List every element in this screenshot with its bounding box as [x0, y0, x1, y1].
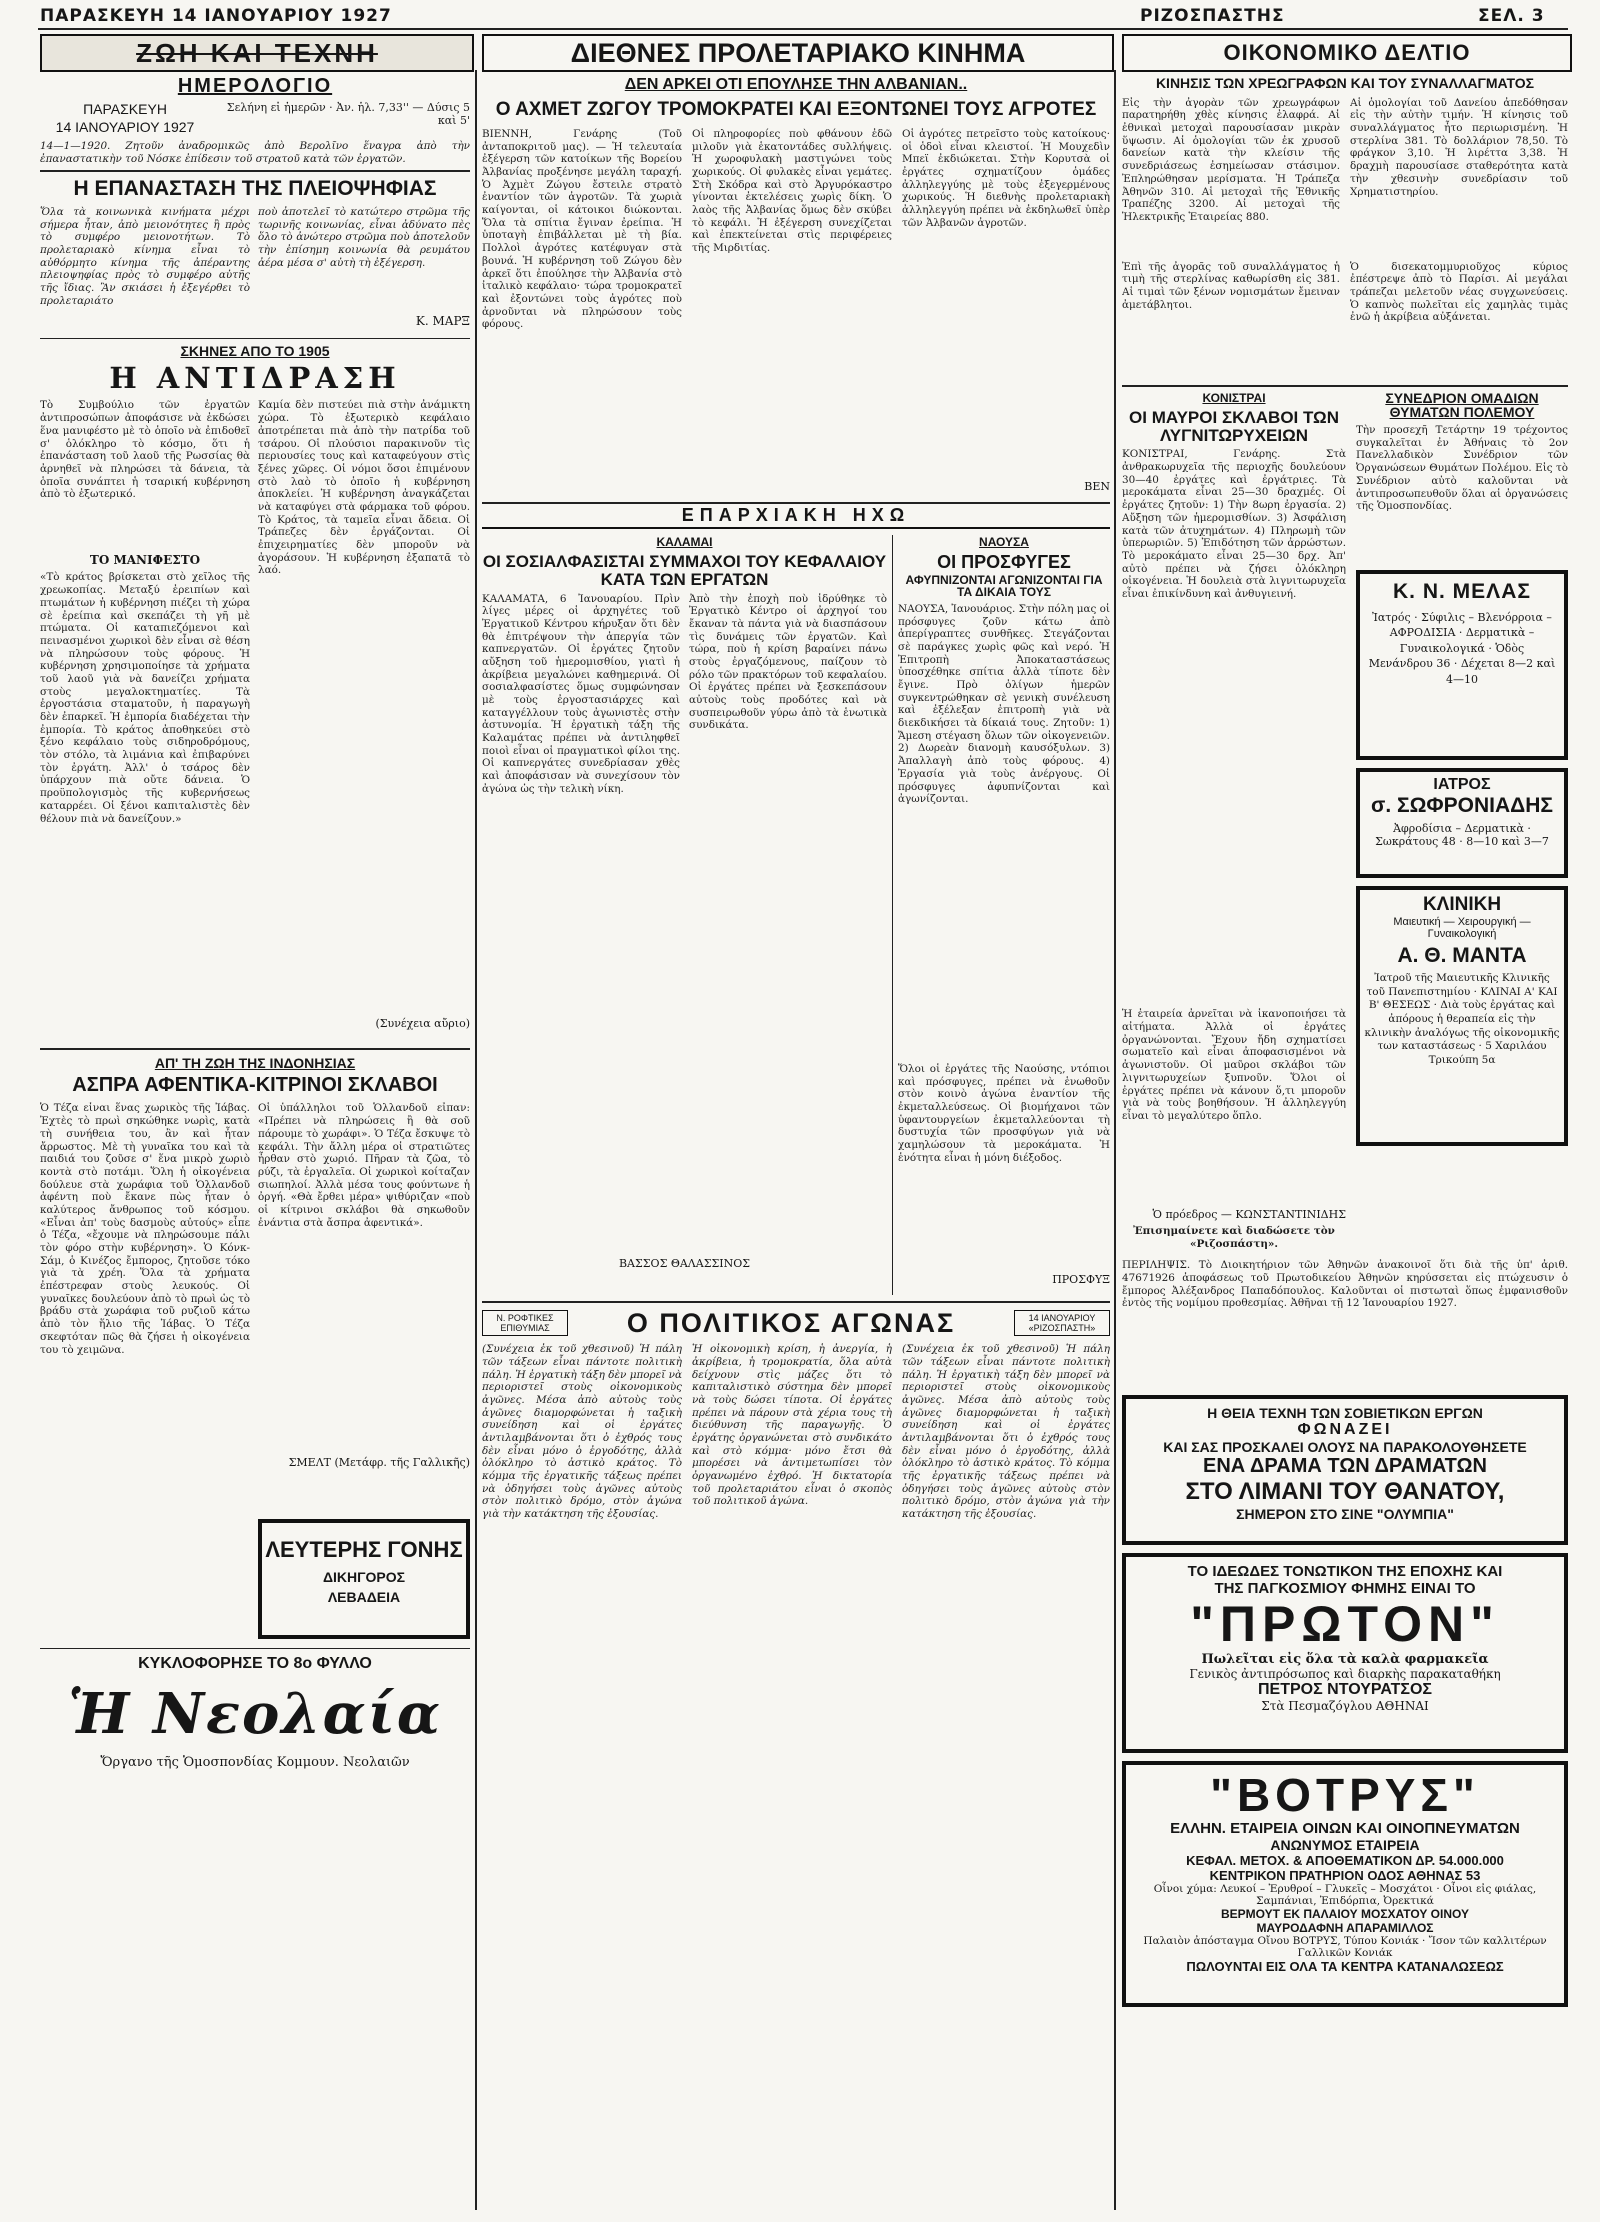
column-rule-1	[475, 70, 477, 2210]
albania-text-1: ΒΙΕΝΝΗ, Γενάρης (Τοῦ ἀνταποκριτοῦ μας). — Ἡ τελευταία ἐξέγερση τῶν κατοίκων τῆς Βορείου Ἀλβανίας προξένησε μεγάλη ταραχή. Ὁ Ἀχμὲτ Ζώγου ἔστειλε στρατὸ ἐναντίον τῶν ἀγροτῶν. Τὰ χωριὰ καίγονται, οἱ κάτοικοι διώκονται. Ὅλα τὰ σπίτια ἔγιναν ἐρείπια. Ἡ ὑποταγὴ ἐπιβάλλεται μὲ τὴ βία. Πολλοὶ ἀγρότες κατέφυγαν στὰ βουνά. Ἡ κυβέρνηση τοῦ Ζώγου δὲν ἀρκεῖ ὅτι ἐπούλησε τὴν Ἀλβανία στὸ ἰταλικὸ κεφάλαιο· τώρα τρομοκρατεῖ καὶ ἐξοντώνει τοὺς ἀγρότες ποὺ ἀρνοῦνται νὰ πληρώσουν τοὺς φόρους.	[482, 127, 682, 331]
column-life-art	[40, 76, 470, 1770]
section-banner-international: ΔΙΕΘΝΕΣ ΠΡΟΛΕΤΑΡΙΑΚΟ ΚΙΝΗΜΑ	[482, 34, 1114, 72]
doctor-melas-name: Κ. Ν. ΜΕΛΑΣ	[1393, 580, 1531, 604]
almanac-day: ΠΑΡΑΣΚΕΥΗ	[83, 101, 167, 117]
kalamai-text-2: Ἀπὸ τὴν ἐποχὴ ποὺ ἱδρύθηκε τὸ Ἐργατικὸ Κέντρο οἱ ἀρχηγοί του ἔκαναν τὰ πάντα γιὰ νὰ διασπάσουν τὶς δυνάμεις τῶν ἐργατῶν. Καὶ τώρα, ποὺ ἡ κρίση βαραίνει πάνω στοὺς ἐργαζόμενους, παίζουν τὸ ρόλο τῶν πρακτόρων τοῦ κεφαλαίου. Οἱ ἐργάτες πρέπει νὰ ξεσκεπάσουν αὐτοὺς τοὺς προδότες καὶ νὰ συσπειρωθοῦν γύρω ἀπὸ τὰ ἑνωτικὰ συνδικάτα.	[689, 592, 887, 732]
doctor-sofroniadis-title: ΙΑΤΡΟΣ	[1433, 776, 1491, 794]
indonesia-text-2: Οἱ ὑπάλληλοι τοῦ Ὁλλανδοῦ εἶπαν: «Πρέπει νὰ πληρώσεις ἢ θὰ σοῦ πάρουμε τὸ χωράφι». Ὁ Τέζα ἔσκυψε τὸ κεφάλι. Τὴν ἄλλη μέρα οἱ στρατιῶτες ἦρθαν στὸ χωριό. Πῆραν τὰ ζῶα, τὸ ρύζι, τὰ ἐργαλεῖα. Οἱ χωρικοὶ κοίταζαν σιωπηλοί. Ἀλλὰ μέσα τους φούντωνε ἡ ὀργή. «Θὰ ἔρθει μέρα» ψιθύριζαν «ποὺ οἱ κίτρινοι σκλάβοι θὰ σηκωθοῦν ἐνάντια στὰ ἄσπρα ἀφεντικά».	[258, 1102, 470, 1229]
headline-white-masters: ΑΣΠΡΑ ΑΦΕΝΤΙΚΑ-ΚΙΤΡΙΝΟΙ ΣΚΛΑΒΟΙ	[72, 1074, 438, 1097]
doctor-sofroniadis-name: σ. ΣΩΦΡΟΝΙΑΔΗΣ	[1370, 794, 1554, 818]
ad-lawyer-title: ΔΙΚΗΓΟΡΟΣ	[322, 1569, 406, 1586]
distribute-note: Ἐπισημαίνετε καὶ διαδώσετε τὸν «Ριζοσπάστη».	[1133, 1225, 1335, 1251]
kalamai-text-1: ΚΑΛΑΜΑΤΑ, 6 Ἰανουαρίου. Πρὶν λίγες μέρες οἱ ἀρχηγέτες τοῦ Ἐργατικοῦ Κέντρου κήρυξαν ὅτι δὲν θὰ ἐπιτρέψουν τὴν ἀπεργία τῶν καπνεργατῶν. Οἱ ἐργάτες ζητοῦν αὔξηση τοῦ ἡμερομισθίου, γιατὶ ἡ ἀκρίβεια μεγαλώνει καθημερινά. Οἱ σοσιαλφασίστες ὅμως συμφώνησαν μὲ τοὺς ἐργοστασιάρχες καὶ καταγγέλλουν τοὺς ἀγωνιστὲς στὴν ἀστυνομία. Ἡ ἐργατικὴ τάξη τῆς Καλαμάτας πρέπει νὰ ἀντιληφθεῖ ποιοὶ εἶναι οἱ πραγματικοὶ φίλοι της. Οἱ καπνεργάτες συνεδρίασαν χθὲς καὶ ἀποφάσισαν νὰ συνεχίσουν τὸν ἀγώνα ὡς τὴν τελικὴ νίκη.	[482, 592, 680, 795]
film-title: ΣΤΟ ΛΙΜΑΝΙ ΤΟΥ ΘΑΝΑΤΟΥ,	[1185, 1478, 1505, 1506]
column-economic	[1122, 76, 1568, 2007]
column-international	[482, 76, 1110, 1773]
naousa-text-1: ΝΑΟΥΣΑ, Ἰανουάριος. Στὴν πόλη μας οἱ πρόσφυγες ζοῦν κάτω ἀπὸ ἀπερίγραπτες συνθῆκες. Στεγάζονται σὲ παράγκες χωρὶς φῶς καὶ νερό. Ἡ Ἐπιτροπὴ Ἀποκαταστάσεως ὑποσχέθηκε σπίτια ἀλλὰ τίποτε δὲν ἔγινε. Πρὸ ὀλίγων ἡμερῶν συγκεντρώθηκαν σὲ γενικὴ συνέλευση καὶ ἐξέλεξαν ἐπιτροπὴ γιὰ νὰ διεκδικήσει τὰ δίκαιά τους. Ζητοῦν: 1) Ἄμεση στέγαση ὅλων τῶν οἰκογενειῶν. 2) Δωρεὰν διανομὴ καυσόξυλων. 3) Ἀπαλλαγὴ ἀπὸ τοὺς φόρους. 4) Ἐργασία γιὰ τοὺς ἀνέργους. Οἱ πρόσφυγες ἀφυπνίζονται καὶ ἀγωνίζονται.	[898, 602, 1110, 806]
film-line-3: ΚΑΙ ΣΑΣ ΠΡΟΣΚΑΛΕΙ ΟΛΟΥΣ ΝΑ ΠΑΡΑΚΟΛΟΥΘΗΣΕΤΕ	[1163, 1439, 1527, 1456]
almanac-event: 14—1—1920. Ζητοῦν ἀναδρομικῶς ἀπὸ Βερολῖνο ἕναγρα ἀπὸ τὴν ἐπαναστατικὴν τοῦ Νόσκε ἐπίδεσιν τοῦ στρατοῦ κατὰ τῶν ἐργατῶν.	[40, 140, 470, 165]
reaction-continued-note: (Συνέχεια αὔριο)	[375, 1017, 470, 1031]
almanac-sun-times: Σελήνη εἰ ἡμερῶν · Ἀν. ἡλ. 7,33'' — Δύσις 5 καὶ 5'	[226, 101, 470, 128]
wine-line-8: Παλαιὸν ἀπόσταγμα Οἴνου ΒΟΤΡΥΣ, Τύπου Κονιάκ · Ἴσον τῶν καλλιτέρων Γαλλικῶν Κονιάκ	[1143, 1934, 1547, 1959]
tonic-line-1: ΤΟ ΙΔΕΩΔΕΣ ΤΟΝΩΤΙΚΟΝ ΤΗΣ ΕΠΟΧΗΣ ΚΑΙ	[1187, 1563, 1503, 1581]
konistrai-text-1: ΚΟΝΙΣΤΡΑΙ, Γενάρης. Στὰ ἀνθρακωρυχεῖα τῆς περιοχῆς δουλεύουν 30—40 ἐργάτες καὶ ἐργάτριες. Τὰ μεροκάματα εἶναι 25—30 δραχμές. Οἱ ἐργάτες ζητοῦν: 1) Τὴν 8ωρη ἐργασία. 2) Αὔξηση τῶν ἡμερομισθίων. 3) Ἀσφάλιση κατὰ τῶν ἀτυχημάτων. 4) Πληρωμὴ τῶν ὑπερωριῶν. 5) Ἐπιδότηση τῶν ἀρρώστων. Τὸ μεροκάματο εἶναι 25—30 δρχ. Ἀπ' αὐτὸ πρέπει νὰ ζήσει ὁλόκληρη οἰκογένεια. Ἡ δουλειὰ στὰ λιγνιτωρυχεῖα εἶναι ἐπικίνδυνη καὶ ἀνθυγιεινή.	[1122, 448, 1346, 600]
header-page-number: ΣΕΛ. 3	[1478, 6, 1545, 26]
section-banner-economic: ΟΙΚΟΝΟΜΙΚΟ ΔΕΛΤΙΟ	[1122, 34, 1572, 72]
ad-lawyer-city: ΛΕΒΑΔΕΙΑ	[327, 1589, 401, 1606]
clinic-doctor-name: Α. Θ. ΜΑΝΤΑ	[1397, 944, 1527, 968]
albania-kicker: ΔΕΝ ΑΡΚΕΙ ΟΤΙ ΕΠΟΥΛΗΣΕ ΤΗΝ ΑΛΒΑΝΙΑΝ..	[624, 76, 968, 93]
header-rule	[38, 28, 1568, 30]
tonic-line-4: Γενικὸς ἀντιπρόσωπος καὶ διαρκὴς παρακαταθήκη	[1189, 1667, 1501, 1682]
wine-line-2: ΑΝΩΝΥΜΟΣ ΕΤΑΙΡΕΙΑ	[1270, 1836, 1420, 1853]
tonic-line-2: ΤΗΣ ΠΑΓΚΟΣΜΙΟΥ ΦΗΜΗΣ ΕΙΝΑΙ ΤΟ	[1214, 1580, 1476, 1598]
indonesia-text-1: Ὁ Τέζα εἶναι ἕνας χωρικὸς τῆς Ἰάβας. Ἐχτὲς τὸ πρωὶ σηκώθηκε νωρὶς, κατὰ τὴ συνήθεια του, ἂν καὶ ἦταν ἄρρωστος. Μὲ τὴ γυναῖκα του καὶ τὰ παιδιά του ζοῦσε σ' ἕνα μικρὸ χωριὸ κοντὰ στὸ ποτάμι. Ὅλη ἡ οἰκογένεια δούλευε στὰ χωράφια τοῦ Ὁλλανδοῦ ἀφέντη ποὺ ἔκανε πὼς ἦταν ὁ καλύτερος ἄνθρωπος τοῦ κόσμου. «Εἶναι ἀπ' τοὺς δασμοὺς αὐτούς» εἶπε ὁ Τέζα, «ἔχουμε νὰ πληρώσουμε πάλι τὸν φόρο στὴν κυβέρνηση». Ὁ Κόνκ-Σάμ, ὁ Κινέζος ἔμπορος, ζητοῦσε τόκο γιὰ τὰ χρέη. Ὅλα τὰ χρήματα ἐπέστρεφαν στοὺς λευκούς. Οἱ γυναῖκες δουλεύουν ἀπὸ τὸ πρωὶ ὡς τὸ βράδυ στὰ χωράφια τοῦ ρυζιοῦ κάτω ἀπὸ τὸν ἥλιο τῆς Ἰάβας. Ὁ Τέζα σκεφτόταν πῶς θὰ ζήσει ἡ οἰκογένεια του τὸ χειμῶνα.	[40, 1102, 250, 1356]
almanac-date: 14 ΙΑΝΟΥΑΡΙΟΥ 1927	[55, 118, 195, 135]
film-cinema: ΣΗΜΕΡΟΝ ΣΤΟ ΣΙΝΕ "ΟΛΥΜΠΙΑ"	[1236, 1506, 1454, 1523]
headline-black-slaves: ΟΙ ΜΑΥΡΟΙ ΣΚΛΑΒΟΙ ΤΩΝ ΛΥΓΝΙΤΩΡΥΧΕΙΩΝ	[1129, 407, 1339, 445]
clinic-details: Ἰατροῦ τῆς Μαιευτικῆς Κλινικῆς τοῦ Πανεπιστημίου · ΚΛΙΝΑΙ Α' ΚΑΙ Β' ΘΕΣΕΩΣ · Διὰ τοὺς ἐργάτας καὶ ἀπόρους ἡ θεραπεία εἰς τὴν κλινικὴν ἀναλόγως τῆς οἰκονομικῆς των καταστάσεως · 5 Χαριλάου Τρικούπη 5α	[1364, 972, 1560, 1066]
political-struggle-text-2: Ἡ οἰκονομικὴ κρίση, ἡ ἀνεργία, ἡ ἀκρίβεια, ἡ τρομοκρατία, ὅλα αὐτὰ δείχνουν στὶς μάζες ὅτι τὸ καπιταλιστικὸ σύστημα δὲν μπορεῖ νὰ τοὺς δώσει τίποτα. Οἱ ἐργάτες πρέπει νὰ πάρουν στὰ χέρια τους τὴ διεύθυνση τῆς παραγωγῆς. Ὁ ἐργάτης ὀργανώνεται στὸ συνδικάτο καὶ στὸ κόμμα· μόνο ἔτσι θὰ μπορέσει νὰ ἀντιμετωπίσει τὸν ὀργανωμένο ἐχθρό. Ἡ δικτατορία τοῦ προλεταριάτου εἶναι ὁ σκοπὸς τοῦ πολιτικοῦ ἀγώνα.	[692, 1343, 892, 1508]
kalamai-signature: ΒΑΣΣΟΣ ΘΑΛΑΣΣΙΝΟΣ	[618, 1256, 751, 1270]
naousa-signature: ΠΡΟΣΦΥΞ	[1052, 1272, 1110, 1286]
rubric-scenes-1905: ΣΚΗΝΕΣ ΑΠΟ ΤΟ 1905	[180, 343, 330, 360]
column-rule-2	[1114, 70, 1116, 2210]
war-victims-text: Τὴν προσεχῆ Τετάρτην 19 τρέχοντος συγκαλεῖται ἐν Ἀθήναις τὸ 2ον Πανελλαδικὸν Συνέδριον τῶν Ὀργανώσεων Θυμάτων Πολέμου. Εἰς τὸ Συνέδριον αὐτὸ καλοῦνται νὰ ἀντιπροσωπευθοῦν ὅλαι αἱ ὀργανώσεις τῆς Ὁμοσπονδίας.	[1356, 424, 1568, 513]
doctor-melas-details: Ἰατρός · Σύφιλις – Βλενόρροια – ΑΦΡΟΔΙΣΙΑ · Δερματικὰ – Γυναικολογικά · Ὁδὸς Μενάνδρου 36 · Δέχεται 8—2 καὶ 4—10	[1368, 611, 1556, 686]
film-line-2: ΦΩΝΑΖΕΙ	[1297, 1421, 1393, 1439]
rubric-box-left: Ν. ΡΟΦΤΙΚΕΣ ΕΠΙΘΥΜΙΑΣ	[482, 1310, 568, 1336]
header-paper-name: ΡΙΖΟΣΠΑΣΤΗΣ	[1140, 6, 1285, 26]
albania-text-3: Οἱ ἀγρότες πετρεῖστο τοὺς κατοίκους· οἱ ὁδοὶ εἶναι κλειστοί. Ἡ Μουχεδὶν Μπεϊ ἐκδιώκεται. Στὴν Κορυτσὰ οἱ ἐργάτες σχηματίζουν ὁμάδες ἀλληλεγγύης μὲ τοὺς ἐξεγερμένους χωρικούς. Ἡ διεθνὴς προλεταριακὴ ἀλληλεγγύη πρέπει νὰ ἐκδηλωθεῖ ὑπὲρ τῶν Ἀλβανῶν ἀγροτῶν.	[902, 127, 1110, 229]
neolaia-tagline: Ὄργανο τῆς Ὁμοσπονδίας Κομμουν. Νεολαιῶν	[100, 1755, 410, 1771]
headline-refugees: ΟΙ ΠΡΟΣΦΥΓΕΣ	[937, 551, 1071, 572]
dateline-konistrai: ΚΟΝΙΣΤΡΑΙ	[1202, 390, 1266, 405]
finance-briefs: Ὁ δισεκατομμυριοῦχος κύριος ἐπέστρεψε ἀπὸ τὸ Παρίσι. Αἱ μεγάλαι τράπεζαι μελετοῦν νέας συγχωνεύσεις. Ὁ καπνὸς πωλεῖται εἰς χαμηλὰς τιμὰς ἐνῶ ἡ ἀκρίβεια αὐξάνεται.	[1350, 260, 1568, 324]
headline-socialfascists: ΟΙ ΣΟΣΙΑΛΦΑΣΙΣΤΑΙ ΣΥΜΜΑΧΟΙ ΤΟΥ ΚΕΦΑΛΑΙΟΥ ΚΑΤΑ ΤΩΝ ΕΡΓΑΤΩΝ	[482, 551, 887, 589]
rubric-box-right: 14 ΙΑΝΟΥΑΡΙΟΥ «ΡΙΖΟΣΠΑΣΤΗ»	[1014, 1310, 1110, 1336]
manifesto-label: ΤΟ ΜΑΝΙΦΕΣΤΟ	[89, 553, 201, 568]
securities-text-1: Εἰς τὴν ἀγορὰν τῶν χρεωγράφων παρατηρήθη χθὲς κίνησις ἐλαφρά. Αἱ ἐθνικαὶ μετοχαὶ παρουσίασαν μικρὰν ὕψωσιν. Αἱ ὁμολογίαι τῶν ἐκ χρυσοῦ δανείων κατὰ τὴν κλείσιν τῆς συνεδριάσεως ἐσημείωσαν στάσιμον. Ἐπληρώθησαν μερίσματα. Ἡ Τράπεζα Ἀθηνῶν 310. Αἱ μετοχαὶ τῆς Ἐθνικῆς Τραπέζης 3200. Αἱ μετοχαὶ τῆς Ἡλεκτρικῆς Ἑταιρείας 880.	[1122, 96, 1340, 223]
political-struggle-text-3: (Συνέχεια ἐκ τοῦ χθεσινοῦ) Ἡ πάλη τῶν τάξεων εἶναι πάντοτε πολιτικὴ πάλη. Ἡ ἐργατικὴ τάξη δὲν μπορεῖ νὰ περιοριστεῖ στοὺς οἰκονομικοὺς ἀγῶνες. Μέσα ἀπὸ αὐτοὺς τοὺς ἀγῶνες διαμορφώνεται ἡ ταξικὴ συνείδηση καὶ οἱ ἐργάτες ἀντιλαμβάνονται ὅτι ὁ ἐχθρός τους δὲν εἶναι μόνο ὁ ἐργοδότης, ἀλλὰ ὁλόκληρο τὸ ἀστικὸ κράτος. Τὸ κόμμα τῆς ἐργατικῆς τάξεως πρέπει νὰ ὁδηγήσει τοὺς ἀγῶνες αὐτοὺς στὸν πολιτικὸ δρόμο, στὸν ἀγώνα γιὰ τὴν κατάκτηση τῆς ἐξουσίας.	[902, 1343, 1110, 1521]
manifesto-text: «Τὸ κράτος βρίσκεται στὸ χεῖλος τῆς χρεωκοπίας. Μεταξύ ἐρειπίων καὶ πτωμάτων ἡ κυβέρνηση πιέζει τὴ χώρα σὲ ἐρείπια καὶ σκεπάζει τὴ γῆ μὲ πτώματα. Οἱ καταπιεζόμενοι καὶ πεινασμένοι χωρικοὶ δὲν εἶναι σὲ θέση νὰ πληρώσουν τοὺς φόρους. Ἡ κυβέρνηση χρησιμοποίησε τὰ χρήματα τοῦ λαοῦ γιὰ νὰ δανείζει χρήματα στοὺς μεγαλοκτηματίες. Τὰ ἐργοστάσια σταματοῦν, ἡ παραγωγὴ δὲν ἐπαρκεῖ. Ἡ ἐμπορία διαδέχεται τὴν ἐμπορία. Τὸ κράτος ἀποθηκεύει στὸ ξένο κεφάλαιο τοὺς σιδηροδρόμους, τὸν στόλο, τὰ λιμάνια καὶ ἐπιβαρύνει τὸν ἐργάτη. Ἀλλ' ὁ τσάρος δὲν ὑπάρχουν πιὰ οὔτε δάνεια. Ὁ προϋπολογισμὸς τῆς κυβερνήσεως καταρρέει. Οἱ ξένοι καπιταλιστὲς δὲν θέλουν πιὰ νὰ δανείζουν.»	[40, 571, 250, 825]
ad-doctor-sofroniadis	[1356, 768, 1568, 878]
almanac-title: ΗΜΕΡΟΛΟΓΙΟ	[177, 75, 333, 97]
ad-votrys-wine	[1122, 1761, 1568, 2007]
headline-securities: ΚΙΝΗΣΙΣ ΤΩΝ ΧΡΕΩΓΡΑΦΩΝ ΚΑΙ ΤΟΥ ΣΥΝΑΛΛΑΓΜΑΤΟΣ	[1155, 75, 1535, 91]
tonic-address: Στὰ Πεσμαζόγλου ΑΘΗΝΑΙ	[1261, 1699, 1429, 1714]
ad-clinic-manta	[1356, 886, 1568, 1146]
marx-quote-signature: Κ. ΜΑΡΞ	[415, 314, 470, 329]
konistrai-text-2: Ἡ ἐταιρεία ἀρνεῖται νὰ ἱκανοποιήσει τὰ αἰτήματα. Ἀλλὰ οἱ ἐργάτες ὀργανώνονται. Ἔχουν ἤδη σχηματίσει σωματεῖο καὶ εἶναι ἀποφασισμένοι νὰ ἀγωνιστοῦν. Οἱ μαῦροι σκλάβοι τῶν λιγνιτωρυχείων ξυπνοῦν. Ὅλοι οἱ ἐργάτες πρέπει νὰ κάνουν ὅ,τι μποροῦν γιὰ νὰ τοὺς βοηθήσουν. Ἡ ἀλληλεγγύη εἶναι τὸ μεγαλύτερο ὅπλο.	[1122, 1008, 1346, 1122]
bankruptcy-notice: ΠΕΡΙΛΗΨΙΣ. Τὸ Διοικητήριον τῶν Ἀθηνῶν ἀνακοινοῖ ὅτι διὰ τῆς ὑπ' ἀριθ. 47671926 ἀποφάσεως τοῦ Πρωτοδικείου Ἀθηνῶν κηρύσσεται εἰς πτώχευσιν ὁ ἔμπορος Ἀλέξανδρος Παπαδόπουλος. Καλοῦνται οἱ πιστωταὶ ὅπως ἐμφανισθοῦν ἐντὸς τῆς νομίμου προθεσμίας. Ἀθῆναι τῇ 12 Ἰανουαρίου 1927.	[1122, 1259, 1568, 1310]
wine-line-1: ΕΛΛΗΝ. ΕΤΑΙΡΕΙΑ ΟΙΝΩΝ ΚΑΙ ΟΙΝΟΠΝΕΥΜΑΤΩΝ	[1170, 1819, 1520, 1837]
ad-doctor-melas	[1356, 570, 1568, 760]
clinic-title: ΚΛΙΝΙΚΗ	[1422, 894, 1502, 916]
exchange-note: Ἐπὶ τῆς ἀγορᾶς τοῦ συναλλάγματος ἡ τιμὴ τῆς στερλίνας καθωρίσθη εἰς 381. Αἱ τιμαὶ τῶν ξένων νομισμάτων ἔμειναν ἀμετάβλητοι.	[1122, 260, 1340, 311]
indonesia-signature: ΣΜΕΛΤ (Μετάφρ. τῆς Γαλλικῆς)	[288, 1456, 470, 1470]
dateline-kalamai: ΚΑΛΑΜΑΙ	[656, 534, 713, 549]
headline-refugees-sub: ΑΦΥΠΝΙΖΟΝΤΑΙ ΑΓΩΝΙΖΟΝΤΑΙ ΓΙΑ ΤΑ ΔΙΚΑΙΑ ΤΟΥΣ	[905, 572, 1103, 600]
tonic-agent: ΠΕΤΡΟΣ ΝΤΟΥΡΑΤΣΟΣ	[1257, 1681, 1432, 1699]
tonic-brand: "ΠΡΩΤΟΝ"	[1190, 1596, 1500, 1653]
doctor-sofroniadis-details: Ἀφροδίσια – Δερματικὰ · Σωκράτους 48 · 8—10 καὶ 3—7	[1375, 822, 1549, 849]
headline-majority-revolution: Η ΕΠΑΝΑΣΤΑΣΗ ΤΗΣ ΠΛΕΙΟΨΗΦΙΑΣ	[73, 177, 437, 200]
wine-line-7: ΜΑΥΡΟΔΑΦΝΗ ΑΠΑΡΑΜΙΛΛΟΣ	[1256, 1920, 1434, 1935]
wine-line-6: ΒΕΡΜΟΥΤ ΕΚ ΠΑΛΑΙΟΥ ΜΟΣΧΑΤΟΥ ΟΙΝΟΥ	[1220, 1906, 1469, 1921]
film-line-4: ΕΝΑ ΔΡΑΜΑ ΤΩΝ ΔΡΑΜΑΤΩΝ	[1203, 1455, 1487, 1478]
albania-text-2: Οἱ πληροφορίες ποὺ φθάνουν ἐδῶ μιλοῦν γιὰ ἑκατοντάδες συλλήψεις. Ἡ χωροφυλακὴ μαστιγώνει τοὺς χωρικούς. Οἱ φυλακὲς εἶναι γεμάτες. Στὴ Σκόδρα καὶ στὸ Ἀργυρόκαστρο γίνονται ἐκτελέσεις χωρὶς δίκη. Ὁ λαὸς τῆς Ἀλβανίας ὅμως δὲν σκύβει τὸ κεφάλι. Ἡ ἐξέγερση συνεχίζεται καὶ ἐπεκτείνεται στὶς περιφέρειες τῆς Μιρδιτίας.	[692, 127, 892, 255]
dateline-naousa: ΝΑΟΥΣΑ	[979, 534, 1029, 549]
ad-proton-tonic	[1122, 1553, 1568, 1753]
wine-line-4: ΚΕΝΤΡΙΚΟΝ ΠΡΑΤΗΡΙΟΝ ΟΔΟΣ ΑΘΗΝΑΣ 53	[1209, 1867, 1481, 1883]
rubric-indonesia: ΑΠ' ΤΗ ΖΩΗ ΤΗΣ ΙΝΔΟΝΗΣΙΑΣ	[154, 1055, 356, 1072]
ad-lawyer-name: ΛΕΥΤΕΡΗΣ ΓΟΝΗΣ	[265, 1537, 463, 1563]
wine-line-3: ΚΕΦΑΛ. ΜΕΤΟΧ. & ΑΠΟΘΕΜΑΤΙΚΟΝ ΔΡ. 54.000.000	[1186, 1852, 1504, 1868]
tonic-line-3: Πωλεῖται εἰς ὅλα τὰ καλὰ φαρμακεῖα	[1201, 1652, 1489, 1668]
securities-text-2: Αἱ ὁμολογίαι τοῦ Δανείου ἀπεδόθησαν εἰς τὴν αὐτὴν τιμήν. Ἡ κίνησις τοῦ συναλλάγματος ἦτο περιωρισμένη. Ἡ στερλίνα 381. Τὸ δολλάριον 78,50. Τὸ φράγκον 3,10. Ἡ λιρέττα 3,38. Ἡ δραχμὴ παρουσίασε σταθερότητα κατὰ τὴν χθεσινὴν συνεδρίασιν τοῦ Χρηματιστηρίου.	[1350, 96, 1568, 198]
konistrai-signature: Ὁ πρόεδρος — ΚΩΝΣΤΑΝΤΙΝΙΔΗΣ	[1152, 1208, 1346, 1222]
reaction-intro-text: Τὸ Συμβούλιο τῶν ἐργατῶν ἀντιπροσώπων ἀποφάσισε νὰ ἐκδώσει ἕνα μανιφέστο μὲ τὸ ὁποῖο νὰ ἐπιδοθεῖ σ' ὁλόκληρο τὸ κόσμο, ὅτι ἡ ἐπανάσταση τοῦ λαοῦ τῆς Ρωσσίας θὰ ἀρνηθεῖ νὰ πληρώσει τὰ δάνεια, τὰ ὁποῖα συνάπτει ἡ τσαρική κυβέρνηση ἀπὸ τὸ ἐξωτερικό.	[40, 399, 250, 501]
headline-political-struggle: Ο ΠΟΛΙΤΙΚΟΣ ΑΓΩΝΑΣ	[626, 1307, 956, 1338]
section-banner-life-art: ΖΩΗ ΚΑΙ ΤΕΧΝΗ	[40, 34, 474, 72]
band-provincial-echo: ΕΠΑΡΧΙΑΚΗ ΗΧΩ	[482, 506, 1110, 529]
albania-signature: ΒΕΝ	[1084, 479, 1110, 493]
marx-quote-part2: ποὺ ἀποτελεῖ τὸ κατώτερο στρῶμα τῆς τωρινῆς κοινωνίας, εἶναι ἀδύνατο πὲς ὅλο τὸ ἀνώτερο στρῶμα ποὺ ἀποτελοῦν τὴν ἐπίσημη κοινωνία θὰ ρευμάτου ἀέρα μέσα σ' αὐτὴ τὴ ἐξέγερση.	[258, 206, 470, 269]
reaction-continued-text: Καμία δὲν πιστεύει πιὰ στὴν ἀνάμικτη χώρα. Τὸ ἐξωτερικὸ κεφάλαιο ἀποτρέπεται πιὰ ἀπὸ τὴν πατρίδα τοῦ τσάρου. Οἱ πλούσιοι παρακινοῦν τὶς περιουσίες τους καὶ καταφεύγουν στὶς ξένες χῶρες. Οἱ νόμοι ὅσοι ἐπιμένουν στὸ λαὸ τὸ ὁποῖο ἡ κυβέρνηση ἀποκλείει. Ἡ κυβέρνηση ἀναγκάζεται νὰ καταφύγει στὰ φάρμακα τοῦ φόρου. Τὸ Κράτος, τὰ ταμεῖα εἶναι ἄδεια. Οἱ Τράπεζες δὲν ἐργάζονται. Οἱ ἐπιχειρηματίες δὲν μποροῦν νὰ ἀγοράσουν. Ἡ κυβέρνηση ἐξαπατᾶ τὸ λαό.	[258, 399, 470, 577]
ad-soviet-film	[1122, 1395, 1568, 1545]
headline-war-victims-congress: ΣΥΝΕΔΡΙΟΝ ΟΜΑΔΙΩΝ ΘΥΜΑΤΩΝ ΠΟΛΕΜΟΥ	[1385, 389, 1539, 421]
headline-reaction: Η ΑΝΤΙΔΡΑΣΗ	[109, 361, 401, 396]
neolaia-announcement: ΚΥΚΛΟΦΟΡΗΣΕ ΤΟ 8ο ΦΥΛΛΟ	[138, 1655, 372, 1673]
clinic-subtitle: Μαιευτική — Χειρουργική — Γυναικολογική	[1393, 916, 1531, 941]
headline-zogu-terror: Ο ΑΧΜΕΤ ΖΩΓΟΥ ΤΡΟΜΟΚΡΑΤΕΙ ΚΑΙ ΕΞΟΝΤΩΝΕΙ ΤΟΥΣ ΑΓΡΟΤΕΣ	[495, 99, 1097, 120]
wine-brand: "ΒΟΤΡΥΣ"	[1210, 1769, 1480, 1822]
naousa-text-2: Ὅλοι οἱ ἐργάτες τῆς Ναούσης, ντόπιοι καὶ πρόσφυγες, πρέπει νὰ ἑνωθοῦν στὸν κοινὸ ἀγώνα ἐναντίον τῆς ἐκμεταλλεύσεως. Οἱ βιομήχανοι τῶν ὑφαντουργείων ἐκμεταλλεύονται τὴ δυστυχία τῶν προσφύγων γιὰ νὰ χαμηλώσουν τὰ μεροκάματα. Ἡ ἑνότητα εἶναι ἡ μόνη διέξοδος.	[898, 1062, 1110, 1164]
marx-quote-part1: Ὅλα τὰ κοινωνικὰ κινήματα μέχρι σήμερα ἦταν, ἀπὸ μειονότητες ἢ πρὸς τὸ συμφέρο μειονοτήτων. Τὸ προλεταριακὸ κίνημα εἶναι τὸ αὐθόρμητο κίνημα τῆς ἀπέραντης πλειοψηφίας πρὸς τὸ συμφέρο αὐτῆς τῆς ἴδιας. Ἂν σκιάσει ἡ ἐξεγέρθει τὸ προλεταριάτο	[40, 206, 250, 307]
film-line-1: Η ΘΕΙΑ ΤΕΧΝΗ ΤΩΝ ΣΟΒΙΕΤΙΚΩΝ ΕΡΓΩΝ	[1207, 1405, 1483, 1422]
wine-line-9: ΠΩΛΟΥΝΤΑΙ ΕΙΣ ΟΛΑ ΤΑ ΚΕΝΤΡΑ ΚΑΤΑΝΑΛΩΣΕΩΣ	[1186, 1958, 1504, 1974]
ad-lawyer-gonis	[258, 1519, 470, 1639]
header-date: ΠΑΡΑΣΚΕΥΗ 14 ΙΑΝΟΥΑΡΙΟΥ 1927	[40, 6, 392, 26]
political-struggle-text-1: (Συνέχεια ἐκ τοῦ χθεσινοῦ) Ἡ πάλη τῶν τάξεων εἶναι πάντοτε πολιτικὴ πάλη. Ἡ ἐργατικὴ τάξη δὲν μπορεῖ νὰ περιοριστεῖ στοὺς οἰκονομικοὺς ἀγῶνες. Μέσα ἀπὸ αὐτοὺς τοὺς ἀγῶνες διαμορφώνεται ἡ ταξικὴ συνείδηση καὶ οἱ ἐργάτες ἀντιλαμβάνονται ὅτι ὁ ἐχθρός τους δὲν εἶναι μόνο ὁ ἐργοδότης, ἀλλὰ ὁλόκληρο τὸ ἀστικὸ κράτος. Τὸ κόμμα τῆς ἐργατικῆς τάξεως πρέπει νὰ ὁδηγήσει τοὺς ἀγῶνες αὐτοὺς στὸν πολιτικὸ δρόμο, στὸν ἀγώνα γιὰ τὴν κατάκτηση τῆς ἐξουσίας.	[482, 1343, 682, 1521]
wine-line-5: Οἶνοι χύμα: Λευκοί – Ἐρυθροί – Γλυκεῖς – Μοσχάτοι · Οἶνοι εἰς φιάλας, Σαμπάνιαι, Ἐπιδόρπια, Ὀρεκτικά	[1153, 1882, 1537, 1907]
neolaia-logo: Ἡ Νεολαία	[68, 1681, 442, 1748]
